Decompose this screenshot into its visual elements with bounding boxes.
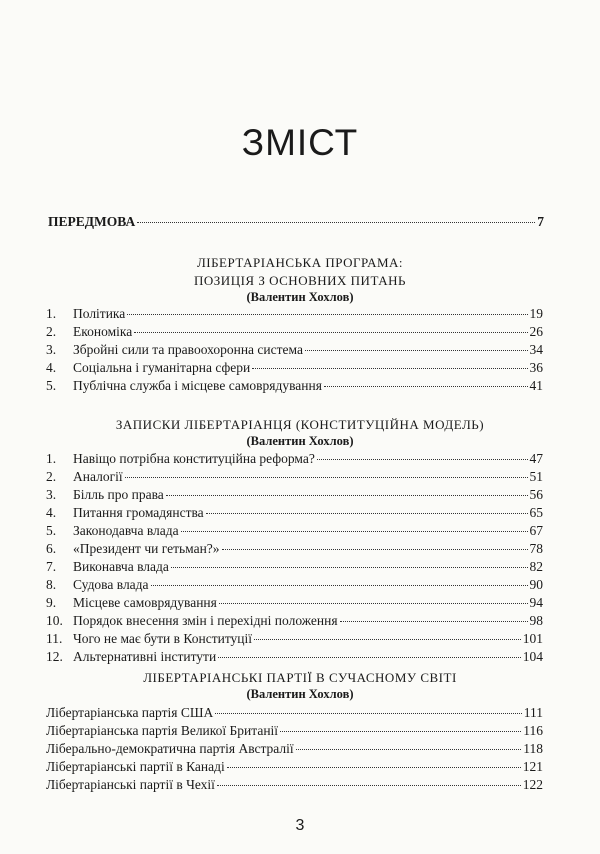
toc-entry: [46, 649, 543, 665]
toc-entry-page: 90: [529, 577, 543, 592]
toc-entry-number: 10.: [46, 613, 63, 628]
toc-entry-label: Законодавча влада: [73, 523, 179, 538]
toc-entry-page: 7: [537, 214, 544, 229]
toc-entry: [46, 595, 543, 611]
leader-dots: [340, 621, 528, 622]
toc-entry-page: 118: [523, 741, 543, 756]
leader-dots: [254, 639, 521, 640]
toc-entry-number: 8.: [46, 577, 57, 592]
toc-entry-number: 5.: [46, 378, 57, 393]
toc-entry-number: 1.: [46, 306, 57, 321]
toc-entry-label: Судова влада: [73, 577, 149, 592]
toc-entry: [46, 378, 543, 394]
toc-entry: [46, 741, 543, 757]
toc-entry-page: 104: [522, 649, 543, 664]
toc-entry-number: 3.: [46, 487, 57, 502]
section-heading-line: ЗАПИСКИ ЛІБЕРТАРІАНЦЯ (КОНСТИТУЦІЙНА МОДЕЛЬ): [115, 417, 485, 432]
toc-entry-label: Навіщо потрібна конституційна реформа?: [73, 451, 315, 466]
toc-entry-page: 47: [529, 451, 543, 466]
toc-entry-label: Питання громадянства: [73, 505, 204, 520]
toc-entry-number: 12.: [46, 649, 63, 664]
leader-dots: [181, 531, 528, 532]
leader-dots: [227, 767, 521, 768]
toc-entry-page: 122: [522, 777, 543, 792]
section-author: (Валентин Хохлов): [246, 434, 354, 448]
toc-entry-page: 34: [529, 342, 543, 357]
toc-entry-label: Аналогії: [73, 469, 123, 484]
leader-dots: [166, 495, 528, 496]
toc-entry: [46, 487, 543, 503]
toc-entry: [46, 469, 543, 485]
leader-dots: [252, 368, 527, 369]
leader-dots: [215, 713, 522, 714]
toc-entry-page: 94: [529, 595, 543, 610]
toc-entry-label: «Президент чи гетьман?»: [73, 541, 220, 556]
section-heading: [0, 416, 600, 434]
toc-entry-page: 121: [522, 759, 543, 774]
toc-entry: [46, 631, 543, 647]
toc-entry-label: Альтернативні інститути: [73, 649, 217, 664]
toc-entry-number: 5.: [46, 523, 57, 538]
leader-dots: [280, 731, 521, 732]
leader-dots: [206, 513, 528, 514]
toc-entry-number: 3.: [46, 342, 57, 357]
toc-entry: [46, 523, 543, 539]
toc-entry: [46, 342, 543, 358]
toc-entry-label: Публічна служба і місцеве самоврядування: [73, 378, 322, 393]
toc-entry-foreword: [48, 214, 544, 230]
toc-entry-page: 41: [529, 378, 543, 393]
toc-entry-page: 116: [523, 723, 543, 738]
toc-entry-label: ПЕРЕДМОВА: [48, 214, 136, 229]
section-heading-line: ЛІБЕРТАРІАНСЬКА ПРОГРАМА:: [196, 255, 404, 270]
toc-entry-number: 1.: [46, 451, 57, 466]
toc-entry-number: 9.: [46, 595, 57, 610]
toc-entry: [46, 723, 543, 739]
toc-entry-number: 11.: [46, 631, 63, 646]
section-heading: [0, 254, 600, 290]
section-author: (Валентин Хохлов): [246, 687, 354, 701]
toc-entry-label: Ліберально-демократична партія Австралії: [46, 741, 294, 756]
toc-entry-page: 51: [529, 469, 543, 484]
toc-entry: [46, 577, 543, 593]
leader-dots: [296, 749, 522, 750]
toc-entry-label: Білль про права: [73, 487, 164, 502]
toc-entry-label: Порядок внесення змін і перехідні положення: [73, 613, 338, 628]
toc-entry-page: 56: [529, 487, 543, 502]
leader-dots: [317, 459, 528, 460]
toc-entry-number: 4.: [46, 505, 57, 520]
toc-entry-page: 67: [529, 523, 543, 538]
toc-entry-label: Політика: [73, 306, 126, 321]
toc-entry-label: Виконавча влада: [73, 559, 169, 574]
leader-dots: [137, 222, 535, 223]
toc-entry: [46, 759, 543, 775]
leader-dots: [151, 585, 528, 586]
toc-entry-page: 111: [523, 705, 543, 720]
toc-entry-page: 101: [522, 631, 543, 646]
toc-entry-label: Лібертаріанські партії в Канаді: [46, 759, 225, 774]
toc-entry: [46, 451, 543, 467]
toc-entry: [46, 541, 543, 557]
leader-dots: [134, 332, 527, 333]
toc-entry: [46, 777, 543, 793]
toc-entry-page: 26: [529, 324, 543, 339]
leader-dots: [218, 657, 521, 658]
toc-entry-page: 65: [529, 505, 543, 520]
section-heading-line: ПОЗИЦІЯ З ОСНОВНИХ ПИТАНЬ: [194, 273, 406, 288]
leader-dots: [127, 314, 527, 315]
toc-entry: [46, 613, 543, 629]
toc-entry-number: 7.: [46, 559, 57, 574]
toc-entry-label: Збройні сили та правоохоронна система: [73, 342, 303, 357]
leader-dots: [219, 603, 528, 604]
toc-entry-label: Соціальна і гуманітарна сфери: [73, 360, 251, 375]
toc-entry-label: Економіка: [73, 324, 133, 339]
toc-entry-label: Лібертаріанські партії в Чехії: [46, 777, 215, 792]
toc-entry-page: 98: [529, 613, 543, 628]
leader-dots: [171, 567, 528, 568]
toc-entry: [46, 324, 543, 340]
section-author: (Валентин Хохлов): [246, 290, 354, 304]
section-heading: [0, 669, 600, 687]
toc-entry-page: 82: [529, 559, 543, 574]
leader-dots: [222, 549, 528, 550]
toc-entry-number: 6.: [46, 541, 57, 556]
leader-dots: [324, 386, 528, 387]
toc-entry: [46, 705, 543, 721]
section-heading-line: ЛІБЕРТАРІАНСЬКІ ПАРТІЇ В СУЧАСНОМУ СВІТІ: [143, 670, 457, 685]
toc-entry-label: Місцеве самоврядування: [73, 595, 217, 610]
toc-entry-page: 78: [529, 541, 543, 556]
page-number: 3: [295, 817, 305, 834]
toc-entry-number: 2.: [46, 324, 57, 339]
toc-entry: [46, 505, 543, 521]
page-title: ЗМІСТ: [241, 122, 359, 163]
toc-entry-label: Лібертаріанська партія США: [46, 705, 214, 720]
toc-entry: [46, 306, 543, 322]
toc-entry-number: 2.: [46, 469, 57, 484]
leader-dots: [305, 350, 528, 351]
toc-entry-label: Чого не має бути в Конституції: [73, 631, 253, 646]
toc-entry-label: Лібертаріанська партія Великої Британії: [46, 723, 279, 738]
toc-entry-number: 4.: [46, 360, 57, 375]
leader-dots: [125, 477, 528, 478]
leader-dots: [217, 785, 521, 786]
toc-entry-page: 36: [529, 360, 543, 375]
toc-entry-page: 19: [529, 306, 543, 321]
toc-entry: [46, 559, 543, 575]
toc-entry: [46, 360, 543, 376]
